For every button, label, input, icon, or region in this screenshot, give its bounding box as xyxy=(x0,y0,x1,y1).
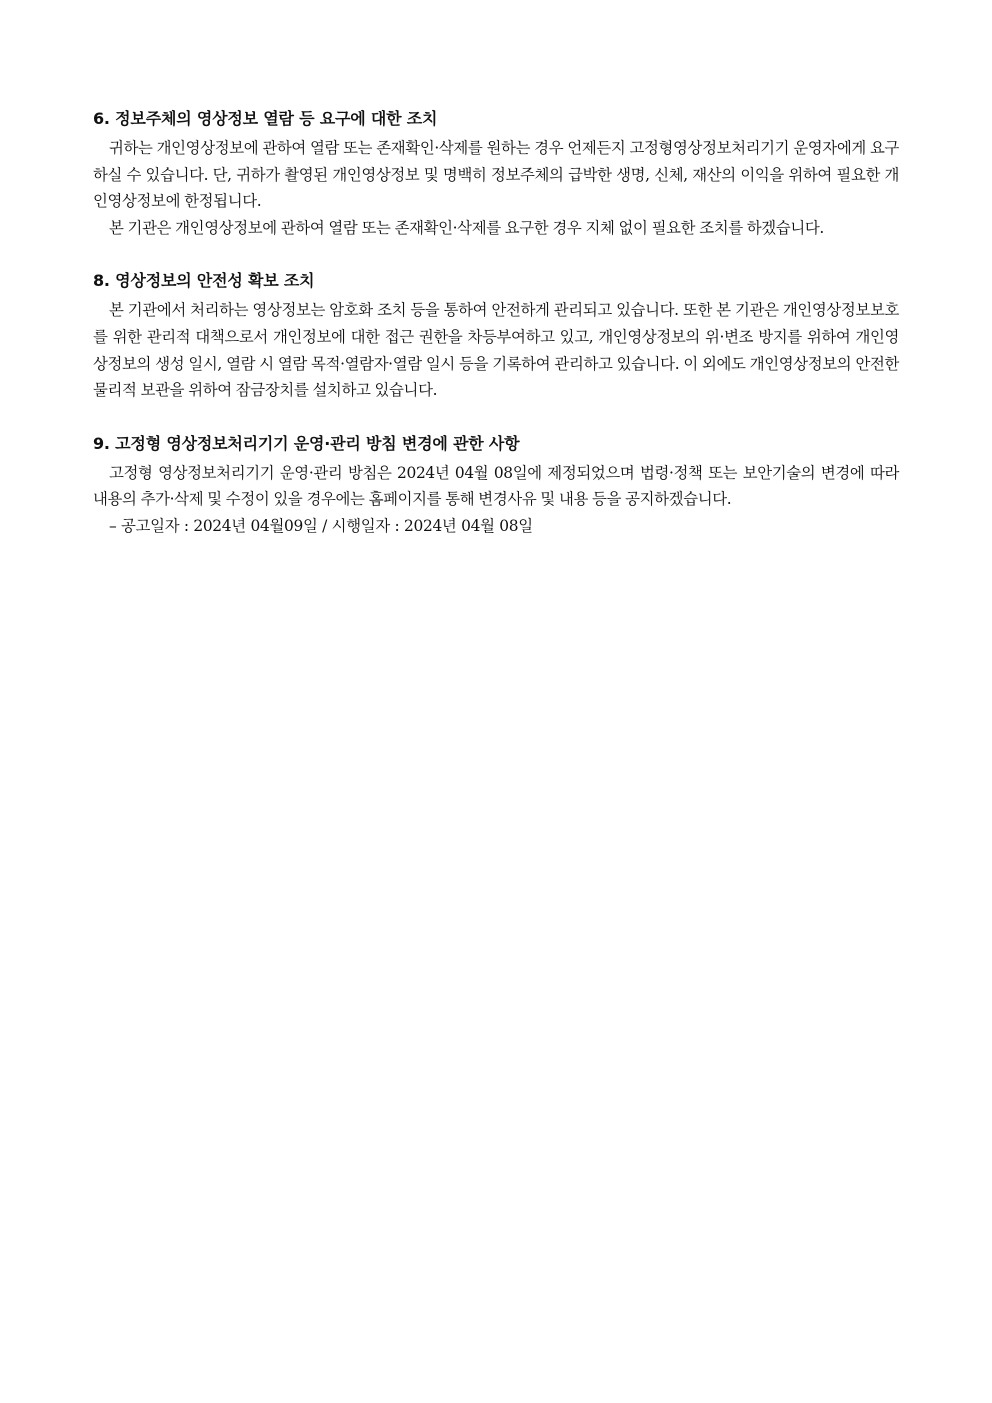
section-heading: 8. 영상정보의 안전성 확보 조치 xyxy=(93,271,315,291)
section-8-security-measures xyxy=(93,266,899,403)
section-heading: 6. 정보주체의 영상정보 열람 등 요구에 대한 조치 xyxy=(93,109,438,128)
section-6-access-request xyxy=(93,104,899,241)
section-paragraph: 귀하는 개인영상정보에 관하여 열람 또는 존재확인·삭제를 원하는 경우 언제든지 고정형영상정보처리기기 운영자에게 요구하실 수 있습니다. 단, 귀하가 촬영된 개인영상정보 및 명백히 정보주체의 급박한 생명, 신체, 재산의 이익을 위하여 필요한 개인영상정보에 한정됩니다. xyxy=(93,139,899,211)
section-paragraph: 본 기관에서 처리하는 영상정보는 암호화 조치 등을 통하여 안전하게 관리되고 있습니다. 또한 본 기관은 개인영상정보보호를 위한 관리적 대책으로서 개인정보에 대한 접근 권한을 차등부여하고 있고, 개인영상정보의 위·변조 방지를 위하여 개인영상정보의 생성 일시, 열람 시 열람 목적·열람자·열람 일시 등을 기록하여 관리하고 있습니다. 이 외에도 개인영상정보의 안전한 물리적 보관을 위하여 잠금장치를 설치하고 있습니다. xyxy=(93,301,899,400)
section-heading: 9. 고정형 영상정보처리기기 운영·관리 방침 변경에 관한 사항 xyxy=(93,433,520,453)
section-9-policy-changes xyxy=(93,429,899,540)
document-page xyxy=(93,104,899,540)
section-paragraph: 고정형 영상정보처리기기 운영·관리 방침은 2024년 04월 08일에 제정되었으며 법령·정책 또는 보안기술의 변경에 따라 내용의 추가·삭제 및 수정이 있을 경우에는 홈페이지를 통해 변경사유 및 내용 등을 공지하겠습니다. xyxy=(93,463,899,509)
section-paragraph: 본 기관은 개인영상정보에 관하여 열람 또는 존재확인·삭제를 요구한 경우 지체 없이 필요한 조치를 하겠습니다. xyxy=(109,218,824,237)
announcement-dates: – 공고일자 : 2024년 04월09일 / 시행일자 : 2024년 04월 08일 xyxy=(109,516,533,535)
